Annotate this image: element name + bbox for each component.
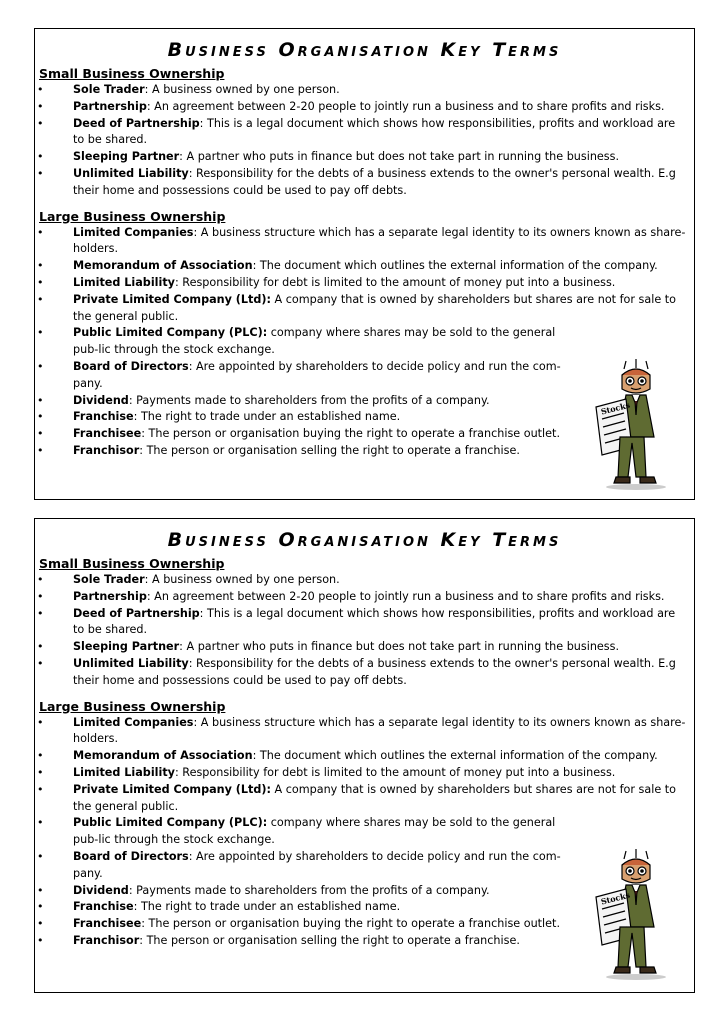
svg-text:Stocks: Stocks bbox=[599, 889, 632, 907]
list-item: • Franchise: The right to trade under an established name. bbox=[37, 410, 401, 424]
list-item: • Unlimited Liability: Responsibility for the debts of a business extends to the owner's personal wealth. E.g their home and possessions could be used to pay off debts. bbox=[37, 656, 676, 687]
small-business-heading: Small Business Ownership bbox=[39, 556, 225, 571]
list-item: • Franchise: The right to trade under an established name. bbox=[37, 900, 401, 914]
list-item: • Sole Trader: A business owned by one person. bbox=[37, 83, 340, 96]
card-title: Business Organisation Key Terms bbox=[167, 529, 562, 551]
key-terms-card-top bbox=[34, 28, 695, 500]
list-item: • Limited Liability: Responsibility for debt is limited to the amount of money put into a business. bbox=[37, 765, 616, 779]
list-item: • Franchisee: The person or organisation buying the right to operate a franchise outlet. bbox=[37, 917, 560, 931]
key-terms-card-bottom bbox=[34, 518, 695, 993]
list-item: • Memorandum of Association: The document which outlines the external information of the company. bbox=[37, 749, 658, 763]
small-business-list bbox=[35, 572, 694, 690]
list-item: • Memorandum of Association: The document which outlines the external information of the company. bbox=[37, 259, 658, 273]
large-business-heading: Large Business Ownership bbox=[39, 698, 226, 714]
list-item: • Public Limited Company (PLC): company where shares may be sold to the general pub-lic through the stock exchange. bbox=[37, 326, 556, 357]
list-item: • Partnership: An agreement between 2-20 people to jointly run a business and to share profits and risks. bbox=[37, 589, 665, 603]
list-item: • Public Limited Company (PLC): company where shares may be sold to the general pub-lic through the stock exchange. bbox=[37, 816, 556, 847]
list-item: • Partnership: An agreement between 2-20 people to jointly run a business and to share profits and risks. bbox=[37, 99, 665, 113]
list-item: • Sleeping Partner: A partner who puts in finance but does not take part in running the business. bbox=[37, 640, 620, 654]
list-item: • Franchisee: The person or organisation buying the right to operate a franchise outlet. bbox=[37, 427, 560, 441]
businessman-newspaper-illustration bbox=[586, 357, 686, 497]
list-item: • Unlimited Liability: Responsibility for the debts of a business extends to the owner's personal wealth. E.g their home and possessions could be used to pay off debts. bbox=[37, 166, 676, 197]
list-item: • Limited Liability: Responsibility for debt is limited to the amount of money put into a business. bbox=[37, 275, 616, 289]
list-item: • Limited Companies: A business structure which has a separate legal identity to its owners known as share-holders. bbox=[37, 715, 686, 746]
card-title: Business Organisation Key Terms bbox=[167, 39, 562, 61]
list-item: • Board of Directors: Are appointed by shareholders to decide policy and run the com-pany. bbox=[37, 359, 561, 390]
list-item: • Deed of Partnership: This is a legal document which shows how responsibilities, profits and workload are to be shared. bbox=[37, 116, 676, 147]
list-item: • Deed of Partnership: This is a legal document which shows how responsibilities, profits and workload are to be shared. bbox=[37, 606, 676, 637]
list-item: • Private Limited Company (Ltd): A company that is owned by shareholders but shares are not for sale to the general public. bbox=[37, 292, 677, 323]
list-item: • Franchisor: The person or organisation selling the right to operate a franchise. bbox=[37, 933, 520, 947]
businessman-newspaper-illustration bbox=[586, 847, 686, 987]
small-business-list bbox=[35, 82, 694, 200]
list-item: • Franchisor: The person or organisation selling the right to operate a franchise. bbox=[37, 443, 520, 457]
large-business-heading: Large Business Ownership bbox=[39, 208, 226, 224]
small-business-heading: Small Business Ownership bbox=[39, 66, 225, 81]
list-item: • Dividend: Payments made to shareholders from the profits of a company. bbox=[37, 883, 490, 897]
list-item: • Limited Companies: A business structure which has a separate legal identity to its owners known as share-holders. bbox=[37, 225, 686, 256]
list-item: • Private Limited Company (Ltd): A company that is owned by shareholders but shares are not for sale to the general public. bbox=[37, 782, 677, 813]
list-item: • Board of Directors: Are appointed by shareholders to decide policy and run the com-pany. bbox=[37, 849, 561, 880]
list-item: • Sleeping Partner: A partner who puts in finance but does not take part in running the business. bbox=[37, 150, 620, 164]
svg-text:Stocks: Stocks bbox=[599, 399, 632, 417]
list-item: • Dividend: Payments made to shareholders from the profits of a company. bbox=[37, 393, 490, 407]
list-item: • Sole Trader: A business owned by one person. bbox=[37, 573, 340, 586]
